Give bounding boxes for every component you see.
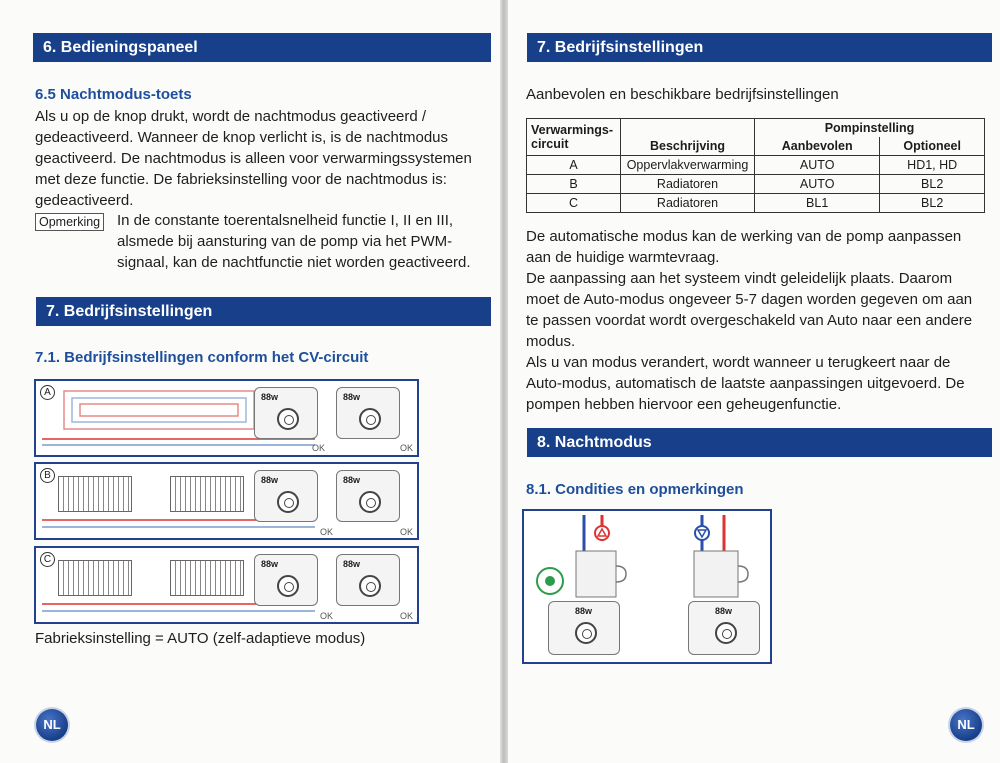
pump-display-text: 88w [343,392,361,402]
cell-optional: BL2 [880,194,985,213]
circuit-panel-c [34,546,419,624]
night-pump-display-left [548,601,620,655]
night-mode-diagram [522,509,772,664]
col-header-description: Beschrijving [621,119,755,156]
pump-knob-icon [277,408,299,430]
ok-label-b2: OK [400,527,414,537]
pump-knob-icon [277,575,299,597]
cell-circuit: B [527,175,621,194]
cell-optional: BL2 [880,175,985,194]
note-text: In de constante toerentalsnelheid functie I, II en III, alsmede bij aansturing van de pomp via het PWM-signaal, kan de nachtfunctie niet worden geactiveerd. [117,212,471,271]
pump-display-text: 88w [261,475,279,485]
panel-letter-b: B [40,468,55,483]
settings-table [526,118,985,213]
note-label: Opmerking [35,213,104,231]
radiator-b1 [58,476,132,512]
pump-knob-icon [715,622,737,644]
cell-description: Radiatoren [621,175,755,194]
pump-knob-icon [359,491,381,513]
auto-mode-paragraph-1: De automatische modus kan de werking van de pomp aanpassen aan de huidige warmtevraag. [526,228,962,266]
circuit-panel-b [34,462,419,540]
nl-language-badge: NL [36,709,68,741]
panel-letter-a: A [40,385,55,400]
factory-setting-text: Fabrieksinstelling = AUTO (zelf-adaptieve modus) [35,630,366,647]
pump-display-text: 88w [343,559,361,569]
cell-description: Oppervlakverwarming [621,156,755,175]
col-header-optional: Optioneel [880,137,985,156]
radiator-b2 [170,476,244,512]
auto-mode-paragraph-2: De aanpassing aan het systeem vindt geleidelijk plaats. Daarom moet de Auto-modus ongeveer 5-7 dagen worden gegeven om aan te passen voordat wordt overgeschakeld van Auto naar een andere modus. [526,270,973,350]
section-8-header: 8. Nachtmodus [527,428,992,457]
section-7-header-left: 7. Bedrijfsinstellingen [36,297,491,326]
cell-optional: HD1, HD [880,156,985,175]
section-6-header: 6. Bedieningspaneel [33,33,491,62]
pump-knob-icon [359,408,381,430]
floor-heating-coil [62,389,262,433]
subheading-7-1: 7.1. Bedrijfsinstellingen conform het CV-circuit [35,349,369,366]
ok-label-a1: OK [312,443,326,453]
pump-display-c2 [336,554,400,606]
pump-display-text: 88w [261,559,279,569]
radiator-c1 [58,560,132,596]
cell-circuit: C [527,194,621,213]
panel-letter-c: C [40,552,55,567]
col-header-circuit: Verwarmings-circuit [527,119,621,156]
table-row [527,156,985,175]
cell-circuit: A [527,156,621,175]
cell-recommended: AUTO [755,175,880,194]
col-header-recommended: Aanbevolen [755,137,880,156]
pump-display-b1 [254,470,318,522]
cell-recommended: BL1 [755,194,880,213]
pump-display-text: 88w [715,606,733,616]
col-header-pump: Pompinstelling [755,119,985,138]
ok-label-b1: OK [320,527,334,537]
ok-label-c2: OK [400,611,414,621]
auto-mode-paragraph-3: Als u van modus verandert, wordt wanneer u terugkeert naar de Auto-modus, automatisch de laatste aanpassingen uitgevoerd. De pompen hebben hiervoor een geheugenfunctie. [526,354,965,413]
night-pump-display-right [688,601,760,655]
pump-display-c1 [254,554,318,606]
pump-display-text: 88w [575,606,593,616]
right-page [508,0,1000,763]
table-row [527,194,985,213]
radiator-c2 [170,560,244,596]
nl-language-badge: NL [950,709,982,741]
pump-display-a2 [336,387,400,439]
nachtmodus-paragraph: Als u op de knop drukt, wordt de nachtmodus geactiveerd / gedeactiveerd. Wanneer de knop verlicht is, is de nachtmodus geactiveerd. De nachtmodus is alleen voor verwarmingssystemen met deze functie. De fabrieksinstelling voor de nachtmodus is: gedeactiveerd. [35,108,472,209]
circuit-panel-a [34,379,419,457]
pump-knob-icon [575,622,597,644]
pump-display-b2 [336,470,400,522]
section-7-header-right: 7. Bedrijfsinstellingen [527,33,992,62]
settings-intro: Aanbevolen en beschikbare bedrijfsinstellingen [526,86,839,103]
subheading-6-5: 6.5 Nachtmodus-toets [35,86,192,103]
subheading-8-1: 8.1. Condities en opmerkingen [526,481,744,498]
book-gutter [500,0,508,763]
table-row [527,175,985,194]
ok-label-a2: OK [400,443,414,453]
pump-display-text: 88w [343,475,361,485]
cell-recommended: AUTO [755,156,880,175]
ok-label-c1: OK [320,611,334,621]
pump-display-text: 88w [261,392,279,402]
pump-display-a1 [254,387,318,439]
pump-knob-icon [359,575,381,597]
pump-knob-icon [277,491,299,513]
cell-description: Radiatoren [621,194,755,213]
